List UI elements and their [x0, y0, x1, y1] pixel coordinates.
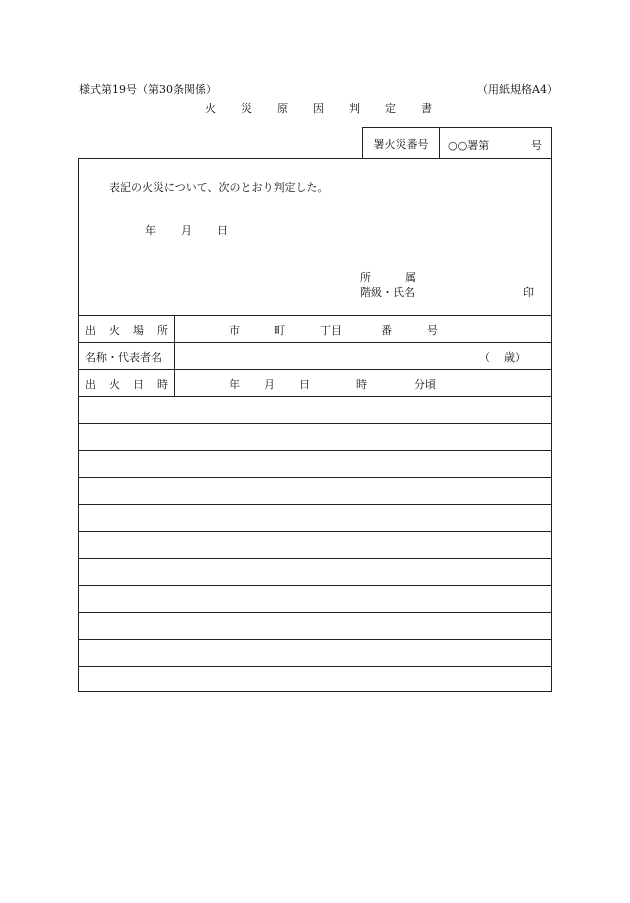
name-representative-label: 名称・代表者名: [85, 351, 162, 364]
label-column-divider: [174, 316, 175, 397]
form-number: 様式第19号（第30条関係）: [79, 83, 217, 96]
label-char: 時: [157, 378, 168, 391]
town-field[interactable]: 町: [274, 324, 285, 337]
hour-field[interactable]: 時: [356, 378, 367, 391]
title-char: 災: [241, 102, 252, 115]
label-char: 場: [133, 324, 144, 337]
age-open-paren: （: [479, 351, 490, 364]
writing-line: [79, 639, 551, 640]
city-field[interactable]: 市: [229, 324, 240, 337]
title-char: 因: [313, 102, 324, 115]
title-char: 判: [349, 102, 360, 115]
writing-line: [79, 423, 551, 424]
go-field[interactable]: 号: [427, 324, 438, 337]
writing-line: [79, 450, 551, 451]
label-char: 日: [133, 378, 144, 391]
station-fire-number-label: 署火災番号: [363, 128, 440, 159]
title-char: 火: [205, 102, 216, 115]
date-year: 年: [145, 224, 156, 237]
title-char: 定: [385, 102, 396, 115]
date-month: 月: [181, 224, 192, 237]
fire-location-label: [85, 322, 168, 338]
writing-line: [79, 531, 551, 532]
divider: [79, 369, 551, 370]
judgment-date[interactable]: [145, 222, 253, 238]
station-fire-number-field[interactable]: ○○署第: [448, 139, 490, 152]
station-fire-number-suffix: 号: [531, 139, 542, 152]
station-fire-number-box: [362, 127, 552, 159]
paper-size-note: （用紙規格A4）: [477, 83, 558, 96]
divider: [79, 342, 551, 343]
divider: [79, 315, 551, 316]
seal-mark: 印: [523, 286, 534, 299]
title-char: 書: [421, 102, 432, 115]
affiliation-char: 所: [360, 271, 371, 284]
divider: [79, 396, 551, 397]
affiliation-label: [360, 269, 450, 285]
label-char: 出: [85, 378, 96, 391]
year-field[interactable]: 年: [229, 378, 240, 391]
chome-field[interactable]: 丁目: [320, 324, 342, 337]
label-char: 所: [157, 324, 168, 337]
minute-field[interactable]: 分頃: [414, 378, 436, 391]
label-char: 出: [85, 324, 96, 337]
date-day: 日: [217, 224, 228, 237]
fire-datetime-label: [85, 376, 168, 392]
title-char: 原: [277, 102, 288, 115]
document-title: [205, 100, 457, 116]
writing-line: [79, 585, 551, 586]
writing-line: [79, 612, 551, 613]
label-char: 火: [109, 324, 120, 337]
label-char: 火: [109, 378, 120, 391]
judgment-form: [78, 158, 552, 692]
writing-line: [79, 666, 551, 667]
writing-line: [79, 558, 551, 559]
month-field[interactable]: 月: [264, 378, 275, 391]
rank-name-label: 階級・氏名: [360, 286, 415, 299]
writing-line: [79, 477, 551, 478]
day-field[interactable]: 日: [299, 378, 310, 391]
age-field[interactable]: 歳）: [504, 351, 526, 364]
writing-line: [79, 504, 551, 505]
statement-text: 表記の火災について、次のとおり判定した。: [109, 181, 329, 194]
affiliation-char: 属: [405, 271, 416, 284]
ban-field[interactable]: 番: [381, 324, 392, 337]
